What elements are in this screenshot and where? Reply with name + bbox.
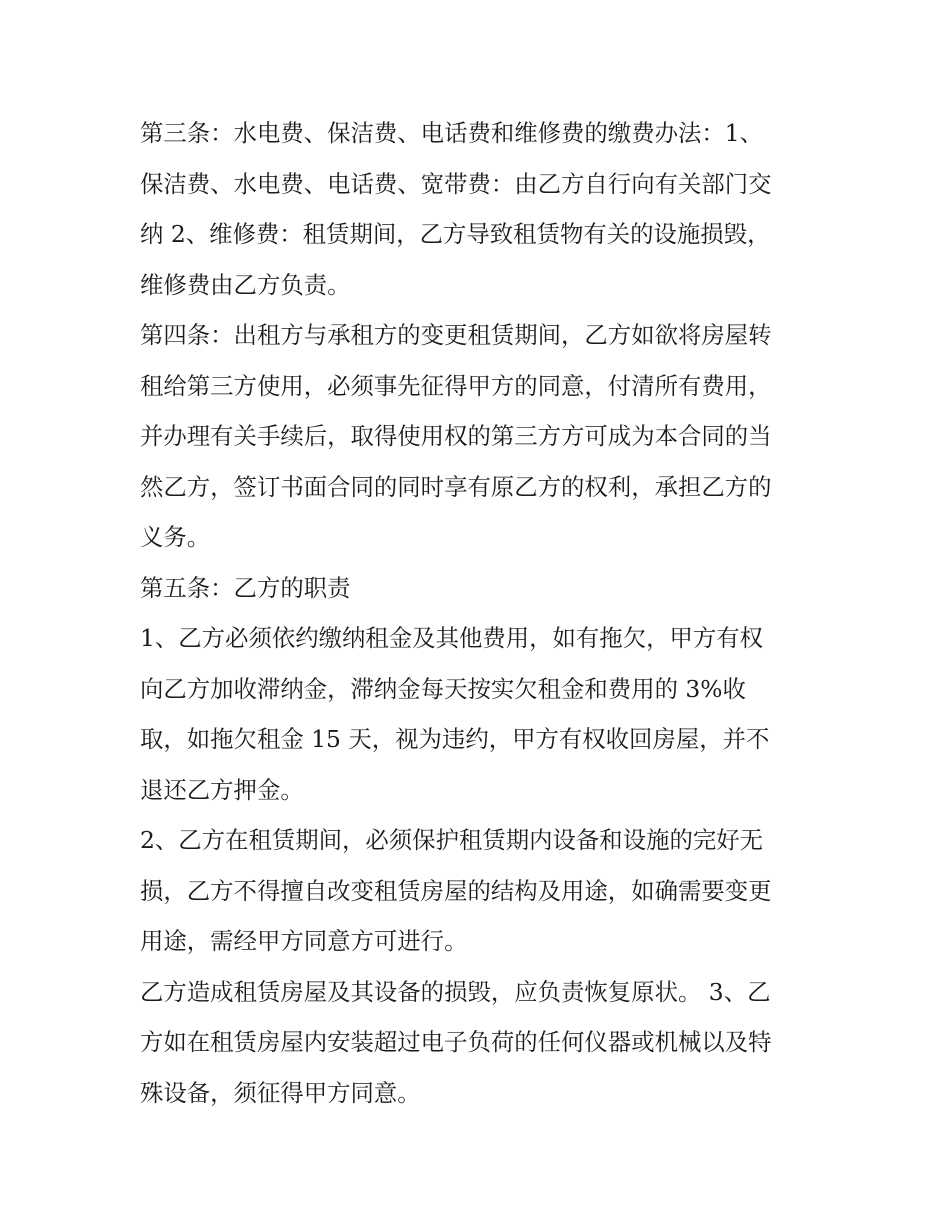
text-line: 2、乙方在租赁期间，必须保护租赁期内设备和设施的完好无: [140, 826, 764, 854]
text-line: 义务。: [140, 523, 211, 551]
text-line: 方如在租赁房屋内安装超过电子负荷的任何仪器或机械以及特: [140, 1028, 772, 1056]
text-line: 殊设备，须征得甲方同意。: [140, 1078, 421, 1107]
text-line: 然乙方，签订书面合同的同时享有原乙方的权利，承担乙方的: [140, 472, 772, 501]
text-line: 向乙方加收滞纳金，滞纳金每天按实欠租金和费用的 3%收: [140, 674, 746, 703]
text-line: 第三条：水电费、保洁费、电话费和维修费的缴费办法：1、: [140, 119, 764, 147]
text-line: 租给第三方使用，必须事先征得甲方的同意，付清所有费用，: [140, 371, 772, 400]
document-body: [140, 108, 815, 1118]
text-line: 损，乙方不得擅自改变租赁房屋的结构及用途，如确需要变更: [140, 876, 772, 905]
text-line: 退还乙方押金。: [140, 775, 304, 804]
text-line: 取，如拖欠租金 15 天，视为违约，甲方有权收回房屋，并不: [140, 725, 770, 753]
text-line: 乙方造成租赁房屋及其设备的损毁，应负责恢复原状。 3、乙: [140, 977, 771, 1006]
text-line: 第五条：乙方的职责: [140, 573, 351, 602]
text-line: 纳 2、维修费：租赁期间，乙方导致租赁物有关的设施损毁，: [140, 220, 771, 248]
text-line: 用途，需经甲方同意方可进行。: [140, 927, 468, 955]
text-line: 并办理有关手续后，取得使用权的第三方方可成为本合同的当: [140, 422, 772, 450]
text-line: 第四条：出租方与承租方的变更租赁期间，乙方如欲将房屋转: [140, 321, 772, 349]
text-line: 保洁费、水电费、电话费、宽带费：由乙方自行向有关部门交: [140, 169, 772, 198]
text-line: 维修费由乙方负责。: [140, 270, 351, 299]
text-line: 1、乙方必须依约缴纳租金及其他费用，如有拖欠，甲方有权: [140, 624, 764, 652]
